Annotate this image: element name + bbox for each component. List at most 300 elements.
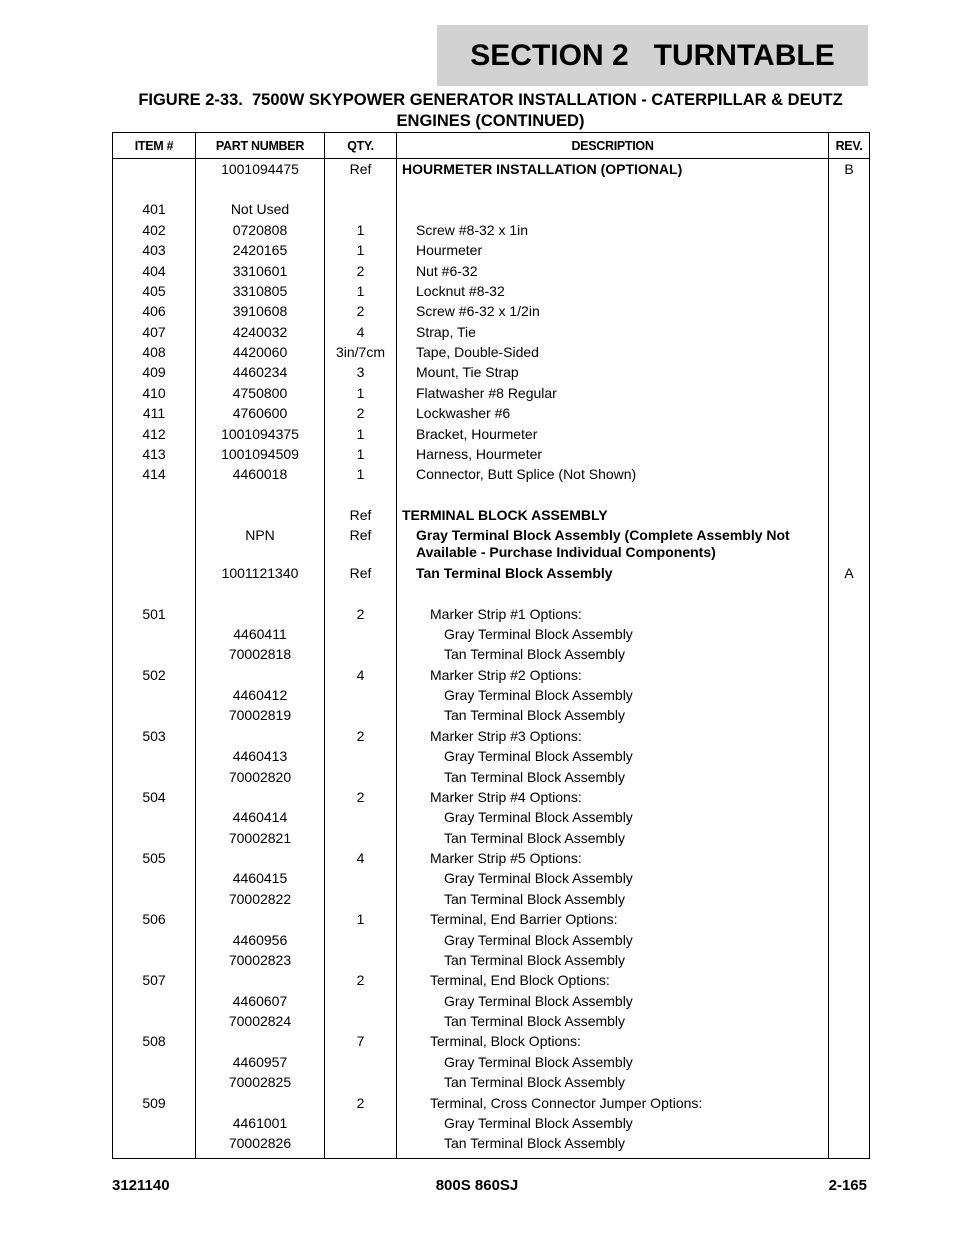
cell-description: Marker Strip #5 Options: — [397, 848, 829, 868]
table-row — [113, 767, 870, 787]
column-header-rev: REV. — [829, 133, 870, 159]
cell-qty: Ref — [325, 563, 397, 583]
cell-item-number — [113, 485, 196, 505]
cell-description: Bracket, Hourmeter — [397, 424, 829, 444]
table-row — [113, 200, 870, 220]
cell-description: Tape, Double-Sided — [397, 342, 829, 362]
cell-description: Tan Terminal Block Assembly — [397, 767, 829, 787]
cell-item-number — [113, 179, 196, 199]
cell-item-number: 505 — [113, 848, 196, 868]
cell-item-number — [113, 889, 196, 909]
cell-qty — [325, 869, 397, 889]
cell-rev — [829, 424, 870, 444]
cell-part-number: 0720808 — [196, 220, 325, 240]
cell-part-number: 70002823 — [196, 950, 325, 970]
cell-qty: 2 — [325, 787, 397, 807]
table-row — [113, 1113, 870, 1133]
cell-part-number — [196, 848, 325, 868]
cell-part-number: 70002818 — [196, 645, 325, 665]
cell-part-number: 70002826 — [196, 1134, 325, 1159]
cell-rev: A — [829, 563, 870, 583]
section-banner — [437, 25, 868, 86]
cell-part-number — [196, 1093, 325, 1113]
cell-description: Tan Terminal Block Assembly — [397, 1073, 829, 1093]
cell-description: Gray Terminal Block Assembly — [397, 991, 829, 1011]
table-row — [113, 322, 870, 342]
cell-item-number: 407 — [113, 322, 196, 342]
table-row — [113, 505, 870, 525]
cell-part-number: 4460413 — [196, 747, 325, 767]
cell-qty: 7 — [325, 1032, 397, 1052]
cell-part-number: 4460607 — [196, 991, 325, 1011]
cell-qty — [325, 950, 397, 970]
cell-part-number — [196, 485, 325, 505]
cell-qty: 1 — [325, 281, 397, 301]
cell-rev — [829, 645, 870, 665]
cell-item-number: 501 — [113, 604, 196, 624]
table-row — [113, 950, 870, 970]
cell-rev — [829, 808, 870, 828]
cell-description: Marker Strip #4 Options: — [397, 787, 829, 807]
cell-item-number — [113, 685, 196, 705]
table-row — [113, 604, 870, 624]
table-row — [113, 1052, 870, 1072]
column-header-description: DESCRIPTION — [397, 133, 829, 159]
cell-rev — [829, 848, 870, 868]
cell-part-number: 4460415 — [196, 869, 325, 889]
cell-part-number — [196, 726, 325, 746]
cell-part-number: 4240032 — [196, 322, 325, 342]
cell-part-number — [196, 584, 325, 604]
cell-rev — [829, 465, 870, 485]
table-row — [113, 465, 870, 485]
cell-item-number — [113, 808, 196, 828]
cell-item-number: 504 — [113, 787, 196, 807]
cell-item-number: 409 — [113, 363, 196, 383]
cell-qty — [325, 828, 397, 848]
cell-description: Terminal, Cross Connector Jumper Options: — [397, 1093, 829, 1113]
cell-item-number — [113, 869, 196, 889]
cell-description: Tan Terminal Block Assembly — [397, 828, 829, 848]
table-row — [113, 159, 870, 180]
cell-item-number: 414 — [113, 465, 196, 485]
cell-rev — [829, 363, 870, 383]
cell-rev — [829, 302, 870, 322]
cell-qty: 3 — [325, 363, 397, 383]
cell-qty: Ref — [325, 526, 397, 563]
cell-item-number — [113, 950, 196, 970]
cell-qty: 3in/7cm — [325, 342, 397, 362]
cell-item-number — [113, 159, 196, 180]
cell-qty: 2 — [325, 404, 397, 424]
cell-part-number: 70002819 — [196, 706, 325, 726]
cell-qty — [325, 1052, 397, 1072]
figure-title — [112, 90, 869, 132]
cell-part-number — [196, 179, 325, 199]
cell-description: Tan Terminal Block Assembly — [397, 1134, 829, 1159]
cell-rev — [829, 1113, 870, 1133]
cell-item-number — [113, 828, 196, 848]
cell-item-number — [113, 526, 196, 563]
footer-doc-number: 3121140 — [112, 1177, 170, 1194]
cell-qty — [325, 1011, 397, 1031]
cell-item-number: 410 — [113, 383, 196, 403]
cell-rev — [829, 747, 870, 767]
cell-item-number: 403 — [113, 241, 196, 261]
table-row — [113, 220, 870, 240]
cell-description: Gray Terminal Block Assembly — [397, 685, 829, 705]
cell-description: Tan Terminal Block Assembly — [397, 645, 829, 665]
cell-qty: Ref — [325, 159, 397, 180]
cell-part-number: 4460234 — [196, 363, 325, 383]
cell-description: Connector, Butt Splice (Not Shown) — [397, 465, 829, 485]
cell-rev — [829, 200, 870, 220]
cell-rev — [829, 1011, 870, 1031]
cell-qty: 4 — [325, 322, 397, 342]
cell-item-number: 508 — [113, 1032, 196, 1052]
cell-part-number — [196, 505, 325, 525]
cell-rev — [829, 1093, 870, 1113]
cell-qty: 1 — [325, 910, 397, 930]
cell-qty: 2 — [325, 604, 397, 624]
cell-item-number — [113, 991, 196, 1011]
cell-qty: 1 — [325, 241, 397, 261]
column-header-qty: QTY. — [325, 133, 397, 159]
cell-qty — [325, 200, 397, 220]
cell-description: Screw #6-32 x 1/2in — [397, 302, 829, 322]
cell-rev — [829, 404, 870, 424]
cell-rev — [829, 950, 870, 970]
table-row — [113, 281, 870, 301]
table-row — [113, 971, 870, 991]
column-header-item: ITEM # — [113, 133, 196, 159]
cell-description: Nut #6-32 — [397, 261, 829, 281]
cell-qty — [325, 706, 397, 726]
cell-description: Locknut #8-32 — [397, 281, 829, 301]
cell-item-number: 507 — [113, 971, 196, 991]
cell-rev — [829, 220, 870, 240]
cell-item-number — [113, 563, 196, 583]
cell-item-number — [113, 930, 196, 950]
cell-qty — [325, 1113, 397, 1133]
cell-rev — [829, 685, 870, 705]
cell-description: Gray Terminal Block Assembly — [397, 624, 829, 644]
table-row — [113, 706, 870, 726]
cell-rev — [829, 485, 870, 505]
cell-part-number: 4420060 — [196, 342, 325, 362]
table-row — [113, 179, 870, 199]
cell-item-number: 506 — [113, 910, 196, 930]
cell-qty: 1 — [325, 465, 397, 485]
table-row — [113, 869, 870, 889]
cell-qty: 2 — [325, 726, 397, 746]
cell-part-number: 1001121340 — [196, 563, 325, 583]
cell-rev — [829, 665, 870, 685]
table-row — [113, 241, 870, 261]
cell-qty — [325, 485, 397, 505]
table-row — [113, 828, 870, 848]
table-row — [113, 747, 870, 767]
cell-rev — [829, 342, 870, 362]
table-row — [113, 889, 870, 909]
cell-part-number: 4460957 — [196, 1052, 325, 1072]
cell-rev — [829, 930, 870, 950]
cell-description — [397, 584, 829, 604]
cell-rev — [829, 706, 870, 726]
cell-part-number: 4460414 — [196, 808, 325, 828]
cell-item-number: 502 — [113, 665, 196, 685]
cell-qty — [325, 808, 397, 828]
cell-description: Screw #8-32 x 1in — [397, 220, 829, 240]
cell-description — [397, 179, 829, 199]
cell-rev — [829, 1134, 870, 1159]
cell-description: TERMINAL BLOCK ASSEMBLY — [397, 505, 829, 525]
cell-rev — [829, 383, 870, 403]
cell-description: Marker Strip #2 Options: — [397, 665, 829, 685]
cell-part-number: 70002825 — [196, 1073, 325, 1093]
cell-qty — [325, 889, 397, 909]
cell-description — [397, 485, 829, 505]
column-header-part-number: PART NUMBER — [196, 133, 325, 159]
cell-item-number — [113, 505, 196, 525]
cell-qty — [325, 747, 397, 767]
table-row — [113, 363, 870, 383]
cell-item-number: 402 — [113, 220, 196, 240]
table-row — [113, 645, 870, 665]
cell-qty: 4 — [325, 848, 397, 868]
cell-qty — [325, 1073, 397, 1093]
table-row — [113, 685, 870, 705]
cell-rev — [829, 444, 870, 464]
cell-part-number: 3910608 — [196, 302, 325, 322]
cell-description: Strap, Tie — [397, 322, 829, 342]
cell-qty — [325, 1134, 397, 1159]
cell-part-number: 70002822 — [196, 889, 325, 909]
cell-item-number: 405 — [113, 281, 196, 301]
table-row — [113, 991, 870, 1011]
cell-description: Lockwasher #6 — [397, 404, 829, 424]
cell-qty: 1 — [325, 383, 397, 403]
table-row — [113, 665, 870, 685]
cell-part-number — [196, 910, 325, 930]
cell-item-number — [113, 645, 196, 665]
cell-rev — [829, 1032, 870, 1052]
cell-item-number: 413 — [113, 444, 196, 464]
cell-part-number: 4460412 — [196, 685, 325, 705]
cell-description: Tan Terminal Block Assembly — [397, 563, 829, 583]
figure-title-line-1: FIGURE 2-33. 7500W SKYPOWER GENERATOR INSTALLATION - CATERPILLAR & DEUTZ — [138, 91, 843, 109]
cell-part-number: 4460956 — [196, 930, 325, 950]
cell-part-number — [196, 1032, 325, 1052]
cell-item-number: 408 — [113, 342, 196, 362]
cell-item-number — [113, 706, 196, 726]
cell-part-number: 70002821 — [196, 828, 325, 848]
cell-part-number: 1001094475 — [196, 159, 325, 180]
table-row — [113, 404, 870, 424]
cell-description: Gray Terminal Block Assembly — [397, 1113, 829, 1133]
cell-rev — [829, 726, 870, 746]
cell-part-number: 4750800 — [196, 383, 325, 403]
cell-rev — [829, 1052, 870, 1072]
cell-part-number: 70002820 — [196, 767, 325, 787]
cell-part-number — [196, 604, 325, 624]
cell-description: Flatwasher #8 Regular — [397, 383, 829, 403]
cell-rev: B — [829, 159, 870, 180]
cell-rev — [829, 322, 870, 342]
cell-item-number — [113, 767, 196, 787]
cell-part-number: Not Used — [196, 200, 325, 220]
cell-part-number: NPN — [196, 526, 325, 563]
cell-item-number — [113, 747, 196, 767]
cell-qty: 1 — [325, 424, 397, 444]
cell-description: Terminal, End Block Options: — [397, 971, 829, 991]
table-row — [113, 424, 870, 444]
cell-description: Gray Terminal Block Assembly — [397, 1052, 829, 1072]
table-header-row — [113, 133, 870, 159]
cell-description: Gray Terminal Block Assembly — [397, 930, 829, 950]
cell-qty: 4 — [325, 665, 397, 685]
cell-rev — [829, 241, 870, 261]
cell-qty — [325, 624, 397, 644]
table-row — [113, 930, 870, 950]
cell-rev — [829, 505, 870, 525]
table-row — [113, 787, 870, 807]
cell-qty: Ref — [325, 505, 397, 525]
cell-qty: 2 — [325, 302, 397, 322]
cell-qty — [325, 584, 397, 604]
cell-description: Terminal, Block Options: — [397, 1032, 829, 1052]
cell-rev — [829, 991, 870, 1011]
cell-part-number: 3310601 — [196, 261, 325, 281]
parts-table — [112, 132, 870, 1159]
table-row — [113, 848, 870, 868]
cell-description: Marker Strip #1 Options: — [397, 604, 829, 624]
cell-part-number — [196, 665, 325, 685]
cell-rev — [829, 624, 870, 644]
cell-rev — [829, 828, 870, 848]
cell-description: Tan Terminal Block Assembly — [397, 889, 829, 909]
table-row — [113, 1093, 870, 1113]
cell-rev — [829, 1073, 870, 1093]
cell-qty — [325, 645, 397, 665]
table-row — [113, 726, 870, 746]
cell-description: Tan Terminal Block Assembly — [397, 706, 829, 726]
cell-item-number: 509 — [113, 1093, 196, 1113]
table-row — [113, 485, 870, 505]
cell-part-number: 4461001 — [196, 1113, 325, 1133]
cell-description: Gray Terminal Block Assembly (Complete Assembly Not Available - Purchase Individual Components) — [397, 526, 829, 563]
cell-description: Gray Terminal Block Assembly — [397, 808, 829, 828]
table-row — [113, 808, 870, 828]
cell-qty: 2 — [325, 1093, 397, 1113]
cell-description: Tan Terminal Block Assembly — [397, 950, 829, 970]
cell-part-number: 3310805 — [196, 281, 325, 301]
cell-description: Tan Terminal Block Assembly — [397, 1011, 829, 1031]
cell-item-number: 406 — [113, 302, 196, 322]
table-row — [113, 1011, 870, 1031]
cell-part-number: 4460411 — [196, 624, 325, 644]
cell-item-number — [113, 624, 196, 644]
cell-description: HOURMETER INSTALLATION (OPTIONAL) — [397, 159, 829, 180]
cell-rev — [829, 889, 870, 909]
cell-rev — [829, 261, 870, 281]
cell-rev — [829, 604, 870, 624]
cell-qty: 2 — [325, 971, 397, 991]
cell-description: Mount, Tie Strap — [397, 363, 829, 383]
cell-qty: 1 — [325, 444, 397, 464]
table-row — [113, 1134, 870, 1159]
cell-qty: 1 — [325, 220, 397, 240]
cell-part-number: 2420165 — [196, 241, 325, 261]
cell-part-number: 1001094509 — [196, 444, 325, 464]
section-title: SECTION 2 TURNTABLE — [470, 38, 835, 72]
cell-item-number — [113, 1011, 196, 1031]
cell-description: Gray Terminal Block Assembly — [397, 747, 829, 767]
cell-part-number — [196, 971, 325, 991]
table-row — [113, 342, 870, 362]
cell-item-number — [113, 1052, 196, 1072]
cell-rev — [829, 526, 870, 563]
table-row — [113, 383, 870, 403]
cell-item-number — [113, 1113, 196, 1133]
cell-rev — [829, 767, 870, 787]
footer-page-number: 2-165 — [828, 1177, 867, 1194]
cell-rev — [829, 584, 870, 604]
figure-title-line-2: ENGINES (CONTINUED) — [396, 112, 585, 130]
cell-item-number: 411 — [113, 404, 196, 424]
cell-item-number — [113, 584, 196, 604]
cell-description: Harness, Hourmeter — [397, 444, 829, 464]
cell-qty — [325, 179, 397, 199]
cell-qty — [325, 991, 397, 1011]
cell-description: Gray Terminal Block Assembly — [397, 869, 829, 889]
cell-description: Terminal, End Barrier Options: — [397, 910, 829, 930]
table-row — [113, 1032, 870, 1052]
cell-qty — [325, 767, 397, 787]
parts-table-body — [113, 159, 870, 1159]
table-row — [113, 910, 870, 930]
cell-item-number: 412 — [113, 424, 196, 444]
cell-item-number: 404 — [113, 261, 196, 281]
table-row — [113, 584, 870, 604]
cell-rev — [829, 179, 870, 199]
cell-description — [397, 200, 829, 220]
cell-part-number: 4460018 — [196, 465, 325, 485]
cell-part-number — [196, 787, 325, 807]
table-row — [113, 526, 870, 563]
cell-qty — [325, 685, 397, 705]
cell-part-number: 1001094375 — [196, 424, 325, 444]
table-row — [113, 624, 870, 644]
cell-description: Marker Strip #3 Options: — [397, 726, 829, 746]
cell-part-number: 4760600 — [196, 404, 325, 424]
cell-rev — [829, 787, 870, 807]
table-row — [113, 444, 870, 464]
cell-rev — [829, 869, 870, 889]
table-row — [113, 563, 870, 583]
cell-item-number: 401 — [113, 200, 196, 220]
table-row — [113, 261, 870, 281]
cell-part-number: 70002824 — [196, 1011, 325, 1031]
cell-description: Hourmeter — [397, 241, 829, 261]
cell-qty — [325, 930, 397, 950]
cell-item-number — [113, 1134, 196, 1159]
cell-rev — [829, 910, 870, 930]
footer-model: 800S 860SJ — [435, 1177, 519, 1194]
table-row — [113, 1073, 870, 1093]
cell-rev — [829, 971, 870, 991]
cell-qty: 2 — [325, 261, 397, 281]
